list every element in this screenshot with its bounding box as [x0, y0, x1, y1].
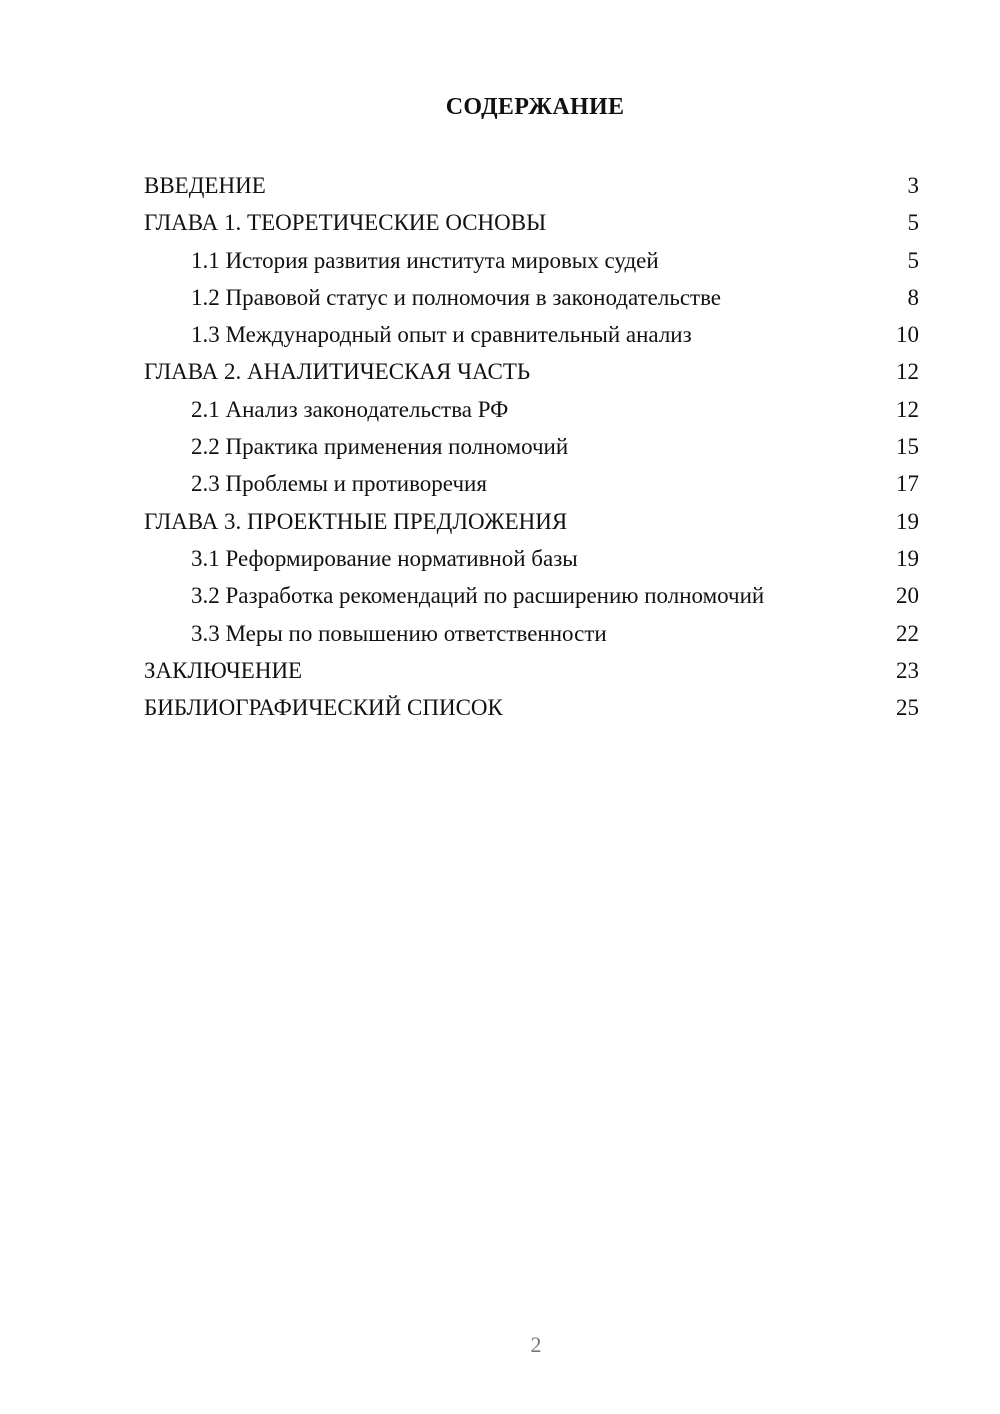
toc-entry-section-3-1 — [144, 540, 919, 577]
toc-entry-chapter-1 — [144, 204, 919, 241]
toc-entry-label: 2.2 Практика применения полномочий — [191, 434, 569, 460]
toc-entry-page: 19 — [896, 508, 919, 534]
page-number: 2 — [530, 1332, 542, 1357]
toc-entry-page: 12 — [896, 396, 919, 422]
toc-entry-page: 23 — [896, 657, 919, 683]
toc-entry-page: 8 — [907, 284, 919, 310]
toc-entry-section-1-1 — [144, 242, 919, 279]
toc-entry-label: 1.2 Правовой статус и полномочия в законодательстве — [191, 284, 722, 310]
toc-entry-page: 5 — [907, 247, 919, 273]
toc-entry-page: 3 — [907, 173, 919, 198]
toc-entry-label: ГЛАВА 1. ТЕОРЕТИЧЕСКИЕ ОСНОВЫ — [144, 210, 547, 236]
toc-entry-page: 19 — [896, 545, 919, 571]
toc-entry-conclusion — [144, 652, 919, 689]
toc-entry-label: ВВЕДЕНИЕ — [144, 173, 266, 198]
toc-entry-section-3-3 — [144, 615, 919, 652]
toc-entry-page: 10 — [896, 322, 919, 348]
toc-entry-section-1-2 — [144, 279, 919, 316]
toc-entry-label: ГЛАВА 3. ПРОЕКТНЫЕ ПРЕДЛОЖЕНИЯ — [144, 508, 568, 534]
toc-entry-page: 25 — [896, 695, 919, 721]
toc-entry-label: 1.1 История развития института мировых судей — [191, 247, 659, 273]
toc-entry-label: ГЛАВА 2. АНАЛИТИЧЕСКАЯ ЧАСТЬ — [144, 359, 531, 385]
toc-entry-bibliography — [144, 689, 919, 726]
toc-entry-label: 3.2 Разработка рекомендаций по расширению полномочий — [191, 583, 765, 609]
toc-entry-page: 5 — [907, 210, 919, 236]
table-of-contents — [144, 167, 919, 726]
toc-entry-section-2-3 — [144, 465, 919, 502]
toc-entry-page: 17 — [896, 471, 919, 497]
toc-entry-label: 1.3 Международный опыт и сравнительный анализ — [191, 322, 692, 348]
toc-entry-label: 2.1 Анализ законодательства РФ — [191, 396, 509, 422]
toc-entry-page: 15 — [896, 434, 919, 460]
toc-entry-introduction — [144, 167, 919, 204]
toc-entry-label: 3.1 Реформирование нормативной базы — [191, 545, 578, 571]
toc-entry-page: 22 — [896, 620, 919, 646]
toc-entry-section-3-2 — [144, 577, 919, 614]
toc-entry-section-2-2 — [144, 428, 919, 465]
toc-entry-page: 20 — [896, 583, 919, 609]
toc-entry-page: 12 — [896, 359, 919, 385]
toc-entry-label: ЗАКЛЮЧЕНИЕ — [144, 657, 303, 683]
toc-entry-label: 2.3 Проблемы и противоречия — [191, 471, 487, 497]
toc-entry-section-1-3 — [144, 316, 919, 353]
toc-entry-label: БИБЛИОГРАФИЧЕСКИЙ СПИСОК — [144, 695, 503, 721]
toc-entry-chapter-2 — [144, 353, 919, 390]
page-title: СОДЕРЖАНИЕ — [445, 94, 625, 120]
toc-entry-label: 3.3 Меры по повышению ответственности — [191, 620, 607, 646]
toc-entry-chapter-3 — [144, 503, 919, 540]
toc-entry-section-2-1 — [144, 391, 919, 428]
